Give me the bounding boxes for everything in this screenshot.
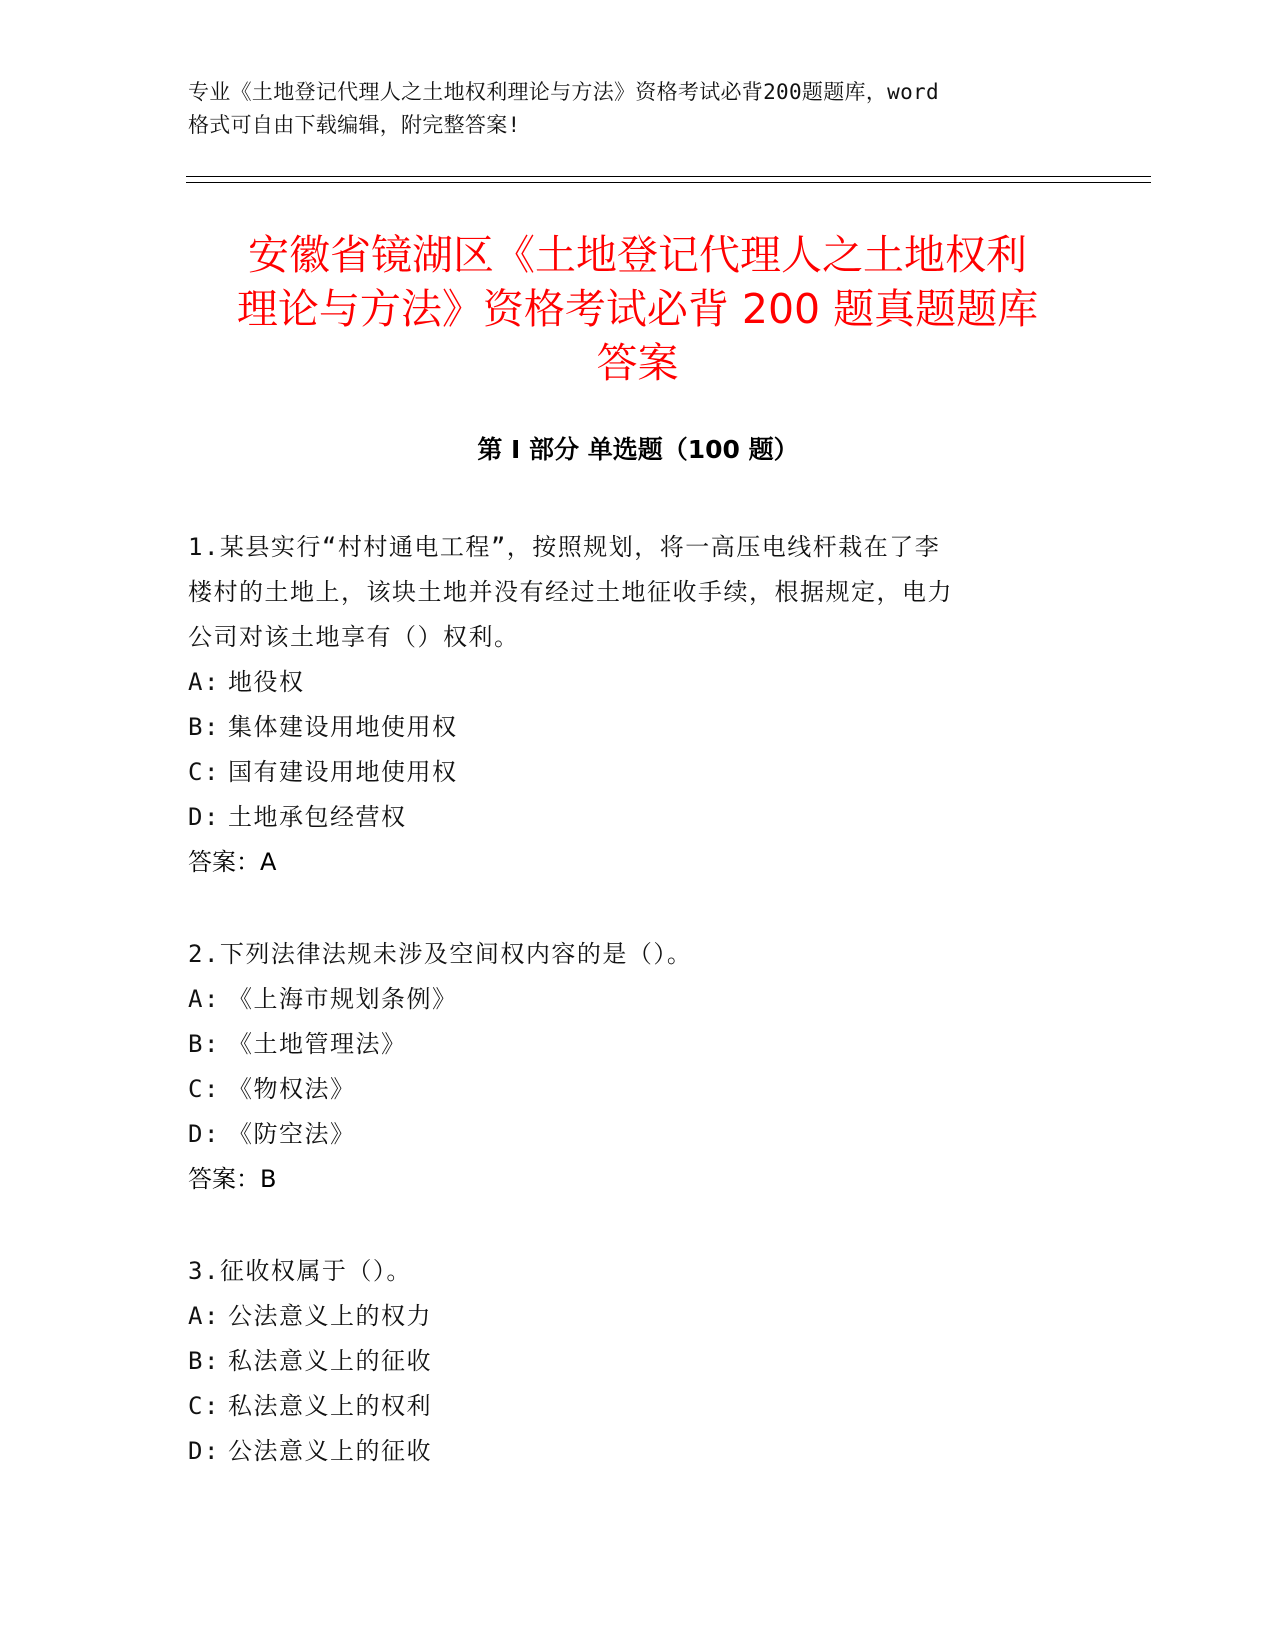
document-title [180, 228, 1095, 390]
option-text: 地役权 [228, 668, 305, 696]
option-letter: A: [188, 985, 220, 1013]
header-divider-line [186, 176, 1151, 177]
answer-option [188, 1294, 1068, 1339]
answer-option [188, 660, 1068, 705]
option-text: 私法意义上的征收 [228, 1347, 432, 1375]
answer-option [188, 750, 1068, 795]
question-stem-line: 3.征收权属于（）。 [188, 1257, 412, 1285]
document-title-line: 理论与方法》资格考试必背 200 题真题题库 [236, 285, 1039, 333]
question-item [188, 932, 1068, 1202]
answer-option [188, 1429, 1068, 1474]
document-title-line: 答案 [596, 339, 679, 387]
question-answer: 答案：B [188, 1165, 277, 1193]
answer-option [188, 1067, 1068, 1112]
option-text: 国有建设用地使用权 [228, 758, 458, 786]
answer-option [188, 1384, 1068, 1429]
question-list [188, 525, 1068, 1521]
option-letter: D: [188, 803, 220, 831]
question-item [188, 1249, 1068, 1474]
option-letter: D: [188, 1437, 220, 1465]
option-text: 《上海市规划条例》 [228, 985, 458, 1013]
header-note-line: 格式可自由下载编辑，附完整答案! [188, 113, 521, 137]
header-note-line: 专业《土地登记代理人之土地权利理论与方法》资格考试必背200题题库，word [188, 80, 939, 104]
option-letter: A: [188, 1302, 220, 1330]
answer-option [188, 795, 1068, 840]
option-text: 《防空法》 [228, 1120, 356, 1148]
document-title-line: 安徽省镜湖区《土地登记代理人之土地权利 [248, 231, 1027, 279]
header-note [188, 76, 1088, 142]
option-text: 公法意义上的权力 [228, 1302, 432, 1330]
option-letter: D: [188, 1120, 220, 1148]
option-letter: C: [188, 1392, 220, 1420]
answer-option [188, 1112, 1068, 1157]
answer-option [188, 1022, 1068, 1067]
question-stem-line: 2.下列法律法规未涉及空间权内容的是（）。 [188, 940, 693, 968]
answer-option [188, 1339, 1068, 1384]
option-text: 公法意义上的征收 [228, 1437, 432, 1465]
option-letter: A: [188, 668, 220, 696]
question-answer: 答案：A [188, 848, 277, 876]
question-stem-line: 1.某县实行“村村通电工程”，按照规划，将一高压电线杆栽在了李 [188, 533, 941, 561]
answer-option [188, 705, 1068, 750]
option-text: 私法意义上的权利 [228, 1392, 432, 1420]
option-letter: B: [188, 713, 220, 741]
answer-option [188, 977, 1068, 1022]
option-text: 《土地管理法》 [228, 1030, 407, 1058]
question-stem-line: 楼村的土地上，该块土地并没有经过土地征收手续，根据规定，电力 [188, 578, 953, 606]
option-letter: B: [188, 1030, 220, 1058]
option-letter: C: [188, 758, 220, 786]
option-text: 土地承包经营权 [228, 803, 407, 831]
section-title: 第 I 部分 单选题（100 题） [477, 435, 799, 464]
question-item [188, 525, 1068, 885]
option-letter: C: [188, 1075, 220, 1103]
header-divider-line [186, 182, 1151, 183]
option-letter: B: [188, 1347, 220, 1375]
option-text: 集体建设用地使用权 [228, 713, 458, 741]
question-stem-line: 公司对该土地享有（）权利。 [188, 623, 520, 651]
option-text: 《物权法》 [228, 1075, 356, 1103]
